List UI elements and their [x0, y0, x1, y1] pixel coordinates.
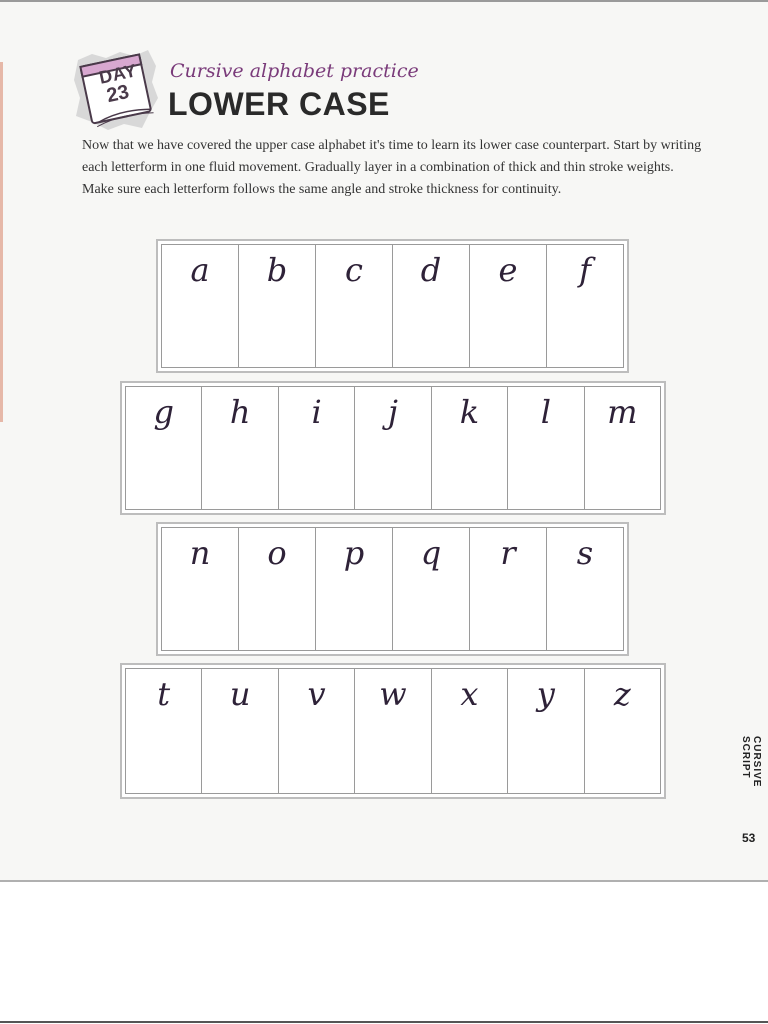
letter-guide: k	[459, 393, 480, 431]
letter-guide: r	[500, 534, 516, 572]
letter-guide: s	[576, 534, 594, 572]
badge-day-number: 23	[104, 80, 132, 108]
practice-cell	[355, 387, 431, 509]
practice-cell	[585, 387, 660, 509]
day-calendar-badge	[72, 50, 160, 132]
letter-guide: g	[153, 393, 174, 431]
practice-cell	[585, 669, 660, 793]
practice-cell	[279, 669, 355, 793]
practice-cell	[316, 528, 393, 650]
practice-row-grid	[161, 244, 624, 368]
letter-guide: b	[266, 251, 288, 289]
letter-guide: u	[229, 675, 251, 713]
practice-row-grid	[125, 386, 661, 510]
practice-cell	[126, 387, 202, 509]
practice-cell	[393, 528, 470, 650]
practice-cell	[470, 245, 547, 367]
page-number: 53	[742, 831, 756, 845]
practice-cell	[547, 528, 623, 650]
practice-cell	[126, 669, 202, 793]
practice-cell	[432, 669, 508, 793]
scan-bottom-edge	[0, 1021, 768, 1023]
practice-cell	[202, 387, 278, 509]
practice-cell	[279, 387, 355, 509]
practice-cell	[162, 528, 239, 650]
practice-cell	[508, 669, 584, 793]
letter-guide: f	[579, 251, 591, 289]
practice-cell	[239, 245, 316, 367]
letter-guide: v	[307, 675, 326, 713]
badge-day-label: DAY	[97, 60, 139, 88]
practice-cell	[162, 245, 239, 367]
letter-guide: o	[267, 534, 287, 572]
letter-guide: j	[388, 393, 398, 431]
letter-guide: q	[420, 534, 442, 572]
page-title: LOWER CASE	[168, 86, 390, 122]
letter-guide: e	[498, 251, 518, 289]
practice-row-grid	[125, 668, 661, 794]
practice-row-g-m	[120, 381, 666, 515]
practice-cell	[393, 245, 470, 367]
section-side-label: CURSIVE SCRIPT	[740, 736, 762, 788]
letter-guide: y	[536, 675, 555, 713]
practice-cell	[202, 669, 278, 793]
practice-row-a-f	[156, 239, 629, 373]
letter-guide: i	[311, 393, 322, 431]
page-edge-divider	[0, 880, 768, 882]
practice-cell	[239, 528, 316, 650]
page-subtitle: Cursive alphabet practice	[170, 60, 419, 82]
letter-guide: d	[420, 251, 442, 289]
practice-cell	[470, 528, 547, 650]
practice-cell	[432, 387, 508, 509]
letter-guide: n	[189, 534, 211, 572]
practice-cell	[547, 245, 623, 367]
practice-cell	[316, 245, 393, 367]
practice-cell	[355, 669, 431, 793]
letter-guide: t	[157, 675, 171, 713]
practice-row-n-s	[156, 522, 629, 656]
letter-guide: l	[540, 393, 551, 431]
intro-paragraph: Now that we have covered the upper case alphabet it's time to learn its lower case counterpart. Start by writing each letterform in one fluid movement. Gradually layer in a combination of thick and thin stroke weights. Make sure each letterform follows the same angle and stroke thickness for continuity.	[82, 138, 702, 197]
letter-guide: p	[343, 534, 365, 572]
letter-guide: a	[190, 251, 210, 289]
practice-row-grid	[161, 527, 624, 651]
letter-guide: m	[607, 393, 638, 431]
letter-guide: x	[460, 675, 479, 713]
letter-guide: c	[345, 251, 363, 289]
practice-cell	[508, 387, 584, 509]
letter-guide: h	[229, 393, 251, 431]
letter-guide: w	[379, 675, 407, 713]
practice-row-t-z	[120, 663, 666, 799]
letter-guide: z	[613, 675, 631, 713]
